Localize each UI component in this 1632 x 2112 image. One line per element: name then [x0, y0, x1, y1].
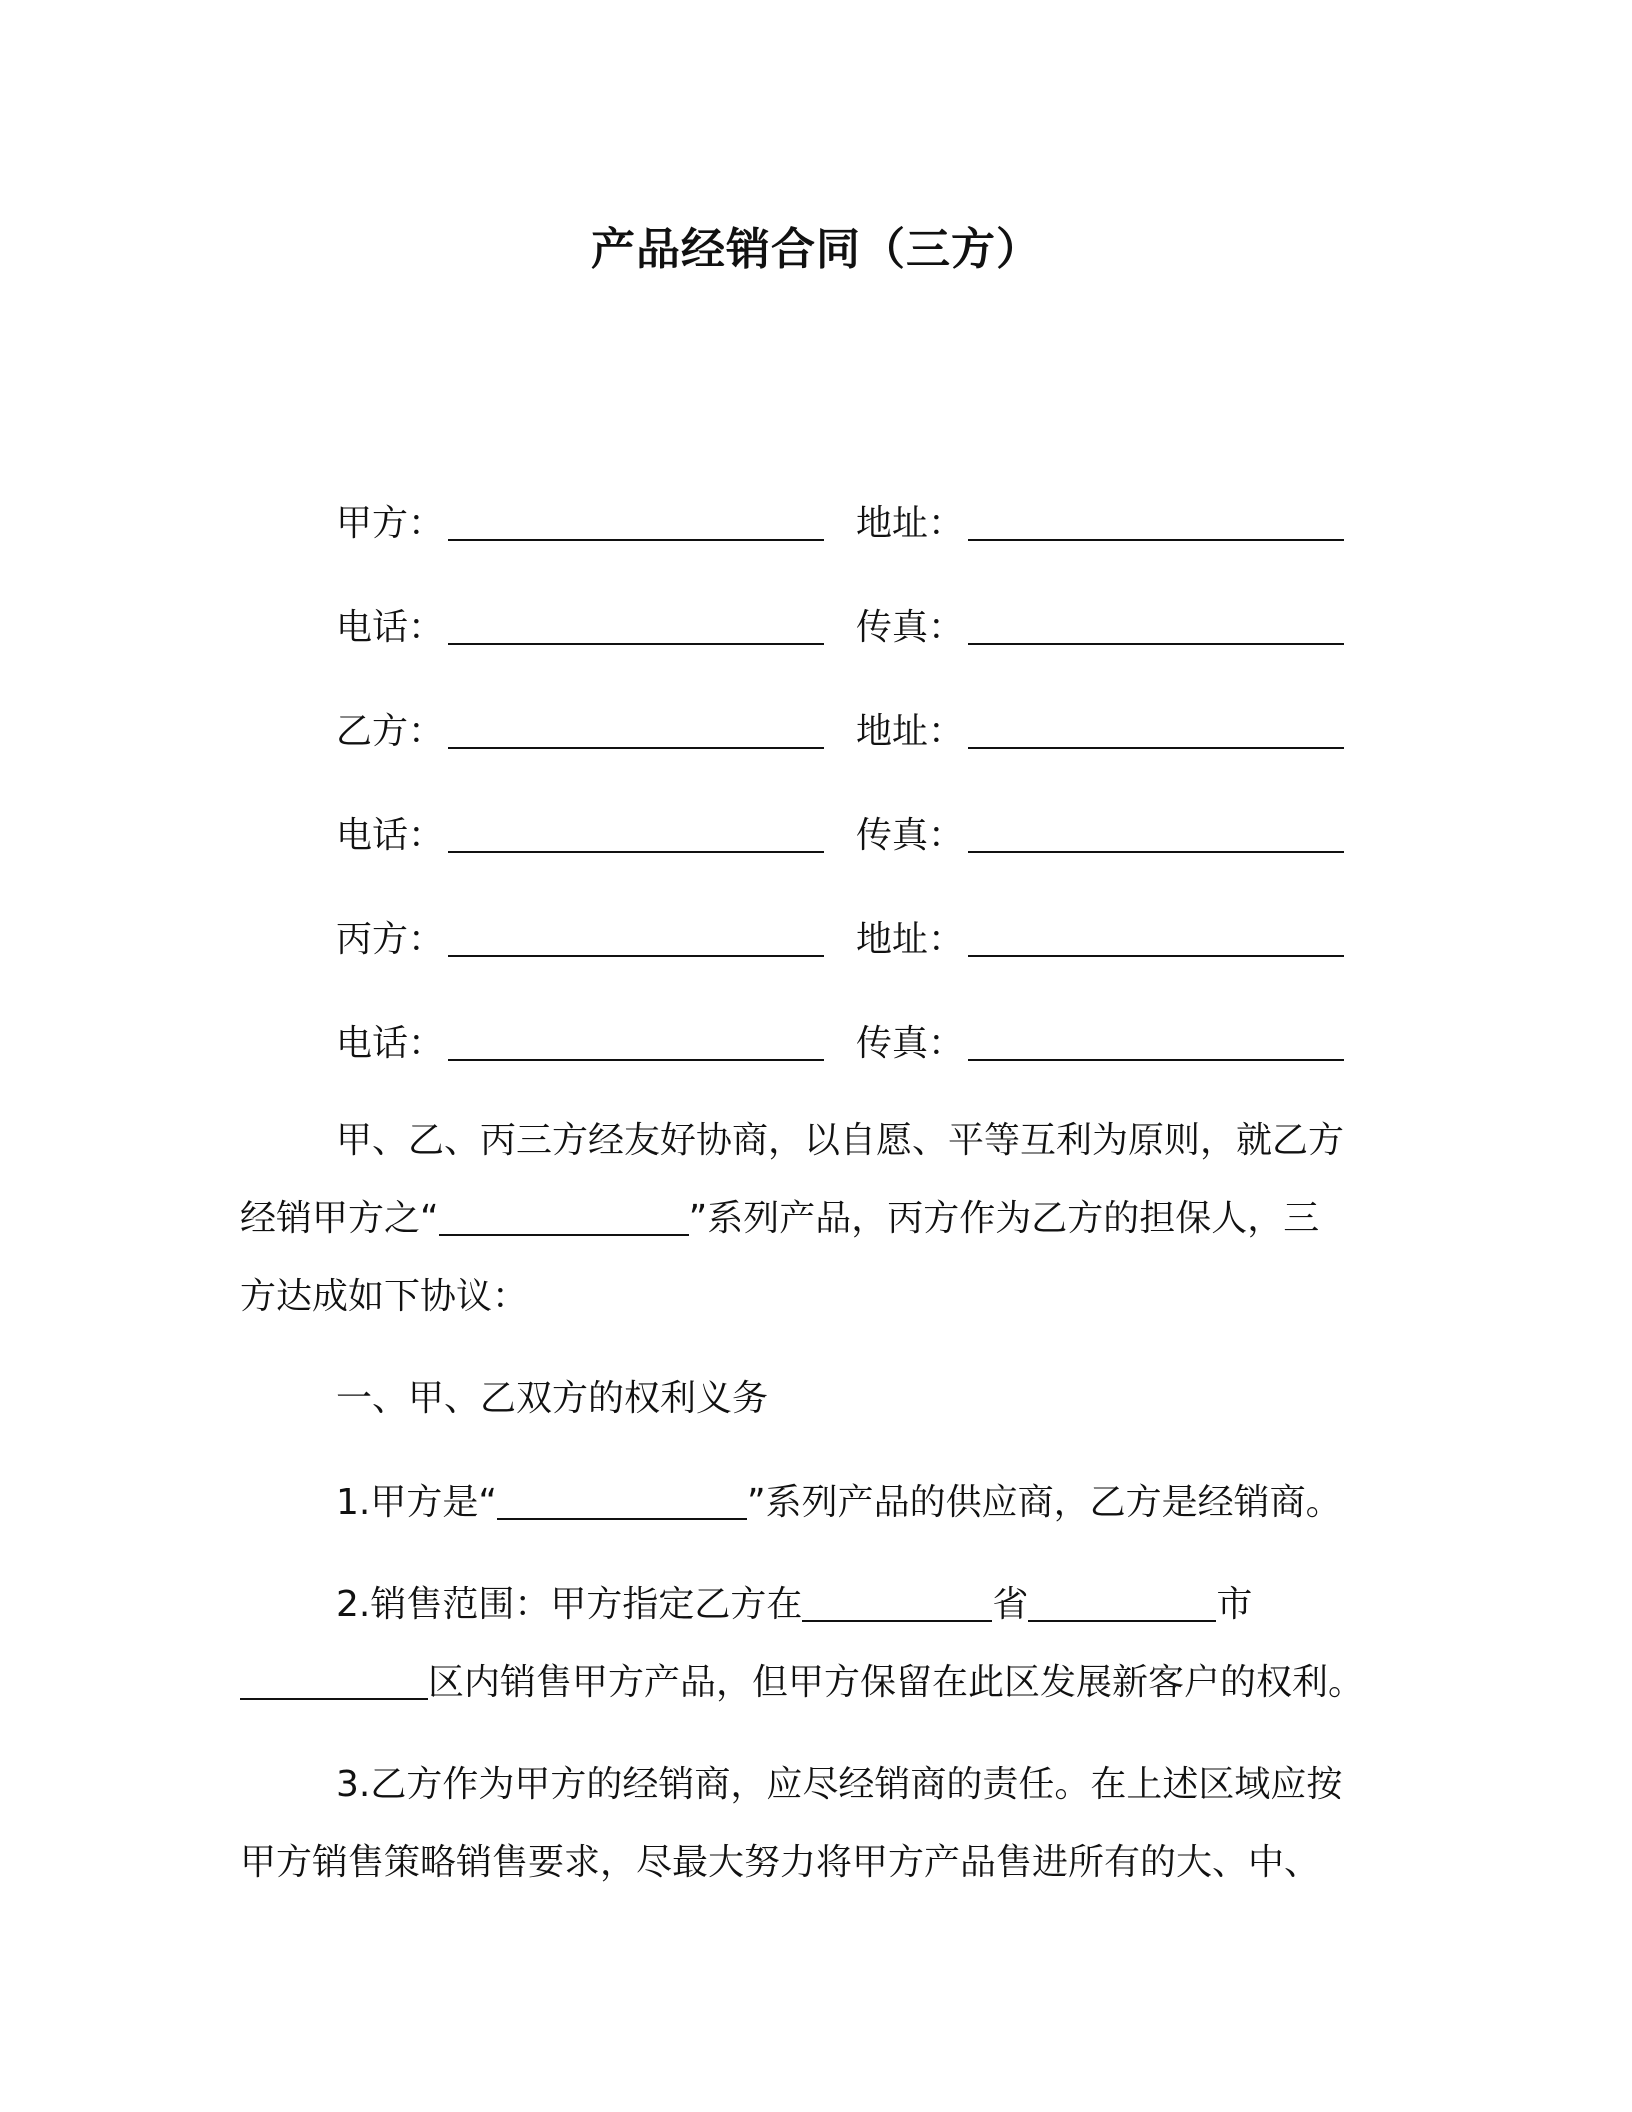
phone-field: [336, 808, 824, 864]
clause-2: [240, 1566, 1390, 1722]
intro-line-1: 甲、乙、丙三方经友好协商，以自愿、平等互利为原则，就乙方: [336, 1120, 1345, 1161]
blank-line: [968, 605, 1344, 645]
fax-field: [856, 1016, 1344, 1072]
blank-line: [448, 813, 824, 853]
phone-field: [336, 1016, 824, 1072]
intro-paragraph: [240, 1102, 1390, 1336]
party-row-bing-contact: [336, 1016, 1346, 1072]
product-series-blank: [439, 1198, 689, 1236]
address-field: [856, 496, 1344, 552]
section-heading: [240, 1360, 1390, 1438]
field-label: 丙方：: [336, 919, 445, 960]
party-row-yi-contact: [336, 808, 1346, 864]
blank-line: [968, 1021, 1344, 1061]
clause-1-line: [240, 1464, 1390, 1542]
blank-line: [968, 813, 1344, 853]
intro-line-2-before: 经销甲方之“: [240, 1198, 439, 1239]
field-label: 地址：: [856, 503, 965, 544]
phone-field: [336, 600, 824, 656]
fax-field: [856, 600, 1344, 656]
blank-line: [448, 605, 824, 645]
document-title: 产品经销合同（三方）: [591, 224, 1041, 275]
province-blank: [802, 1584, 992, 1622]
blank-line: [448, 709, 824, 749]
party-field: [336, 912, 824, 968]
blank-line: [448, 917, 824, 957]
section-1-heading: 一、甲、乙双方的权利义务: [336, 1378, 769, 1419]
clause-1-after: ”系列产品的供应商，乙方是经销商。: [747, 1482, 1342, 1523]
clause-3: [240, 1746, 1390, 1902]
intro-line-2: [240, 1180, 1390, 1258]
field-label: 电话：: [336, 815, 445, 856]
city-blank: [1028, 1584, 1216, 1622]
party-row-bing: [336, 912, 1346, 968]
address-field: [856, 704, 1344, 760]
clause-2-before: 2.销售范围：甲方指定乙方在: [336, 1584, 803, 1625]
clause-2-line-1: [240, 1566, 1390, 1644]
blank-line: [968, 501, 1344, 541]
clause-3-line-2: 甲方销售策略销售要求，尽最大努力将甲方产品售进所有的大、中、: [240, 1842, 1321, 1883]
intro-line-3: 方达成如下协议：: [240, 1276, 529, 1317]
blank-line: [448, 501, 824, 541]
clause-2-city: 市: [1216, 1584, 1253, 1625]
field-label: 传真：: [856, 607, 965, 648]
field-label: 电话：: [336, 1023, 445, 1064]
product-series-blank: [497, 1482, 747, 1520]
address-field: [856, 912, 1344, 968]
clause-2-province: 省: [992, 1584, 1029, 1625]
field-label: 地址：: [856, 711, 965, 752]
party-row-jia: [336, 496, 1346, 552]
clause-1: [240, 1464, 1390, 1542]
field-label: 电话：: [336, 607, 445, 648]
blank-line: [968, 917, 1344, 957]
field-label: 传真：: [856, 815, 965, 856]
blank-line: [968, 709, 1344, 749]
clause-1-before: 1.甲方是“: [336, 1482, 497, 1523]
field-label: 地址：: [856, 919, 965, 960]
party-row-yi: [336, 704, 1346, 760]
party-field: [336, 496, 824, 552]
district-blank: [240, 1662, 428, 1700]
clause-2-line-2: [240, 1644, 1390, 1722]
blank-line: [448, 1021, 824, 1061]
clause-3-line-1: 3.乙方作为甲方的经销商，应尽经销商的责任。在上述区域应按: [336, 1764, 1343, 1805]
fax-field: [856, 808, 1344, 864]
field-label: 传真：: [856, 1023, 965, 1064]
intro-line-2-after: ”系列产品，丙方作为乙方的担保人，三: [688, 1198, 1320, 1239]
party-field: [336, 704, 824, 760]
field-label: 乙方：: [336, 711, 445, 752]
field-label: 甲方：: [336, 503, 445, 544]
party-row-jia-contact: [336, 600, 1346, 656]
clause-2-after: 区内销售甲方产品，但甲方保留在此区发展新客户的权利。: [428, 1662, 1365, 1703]
